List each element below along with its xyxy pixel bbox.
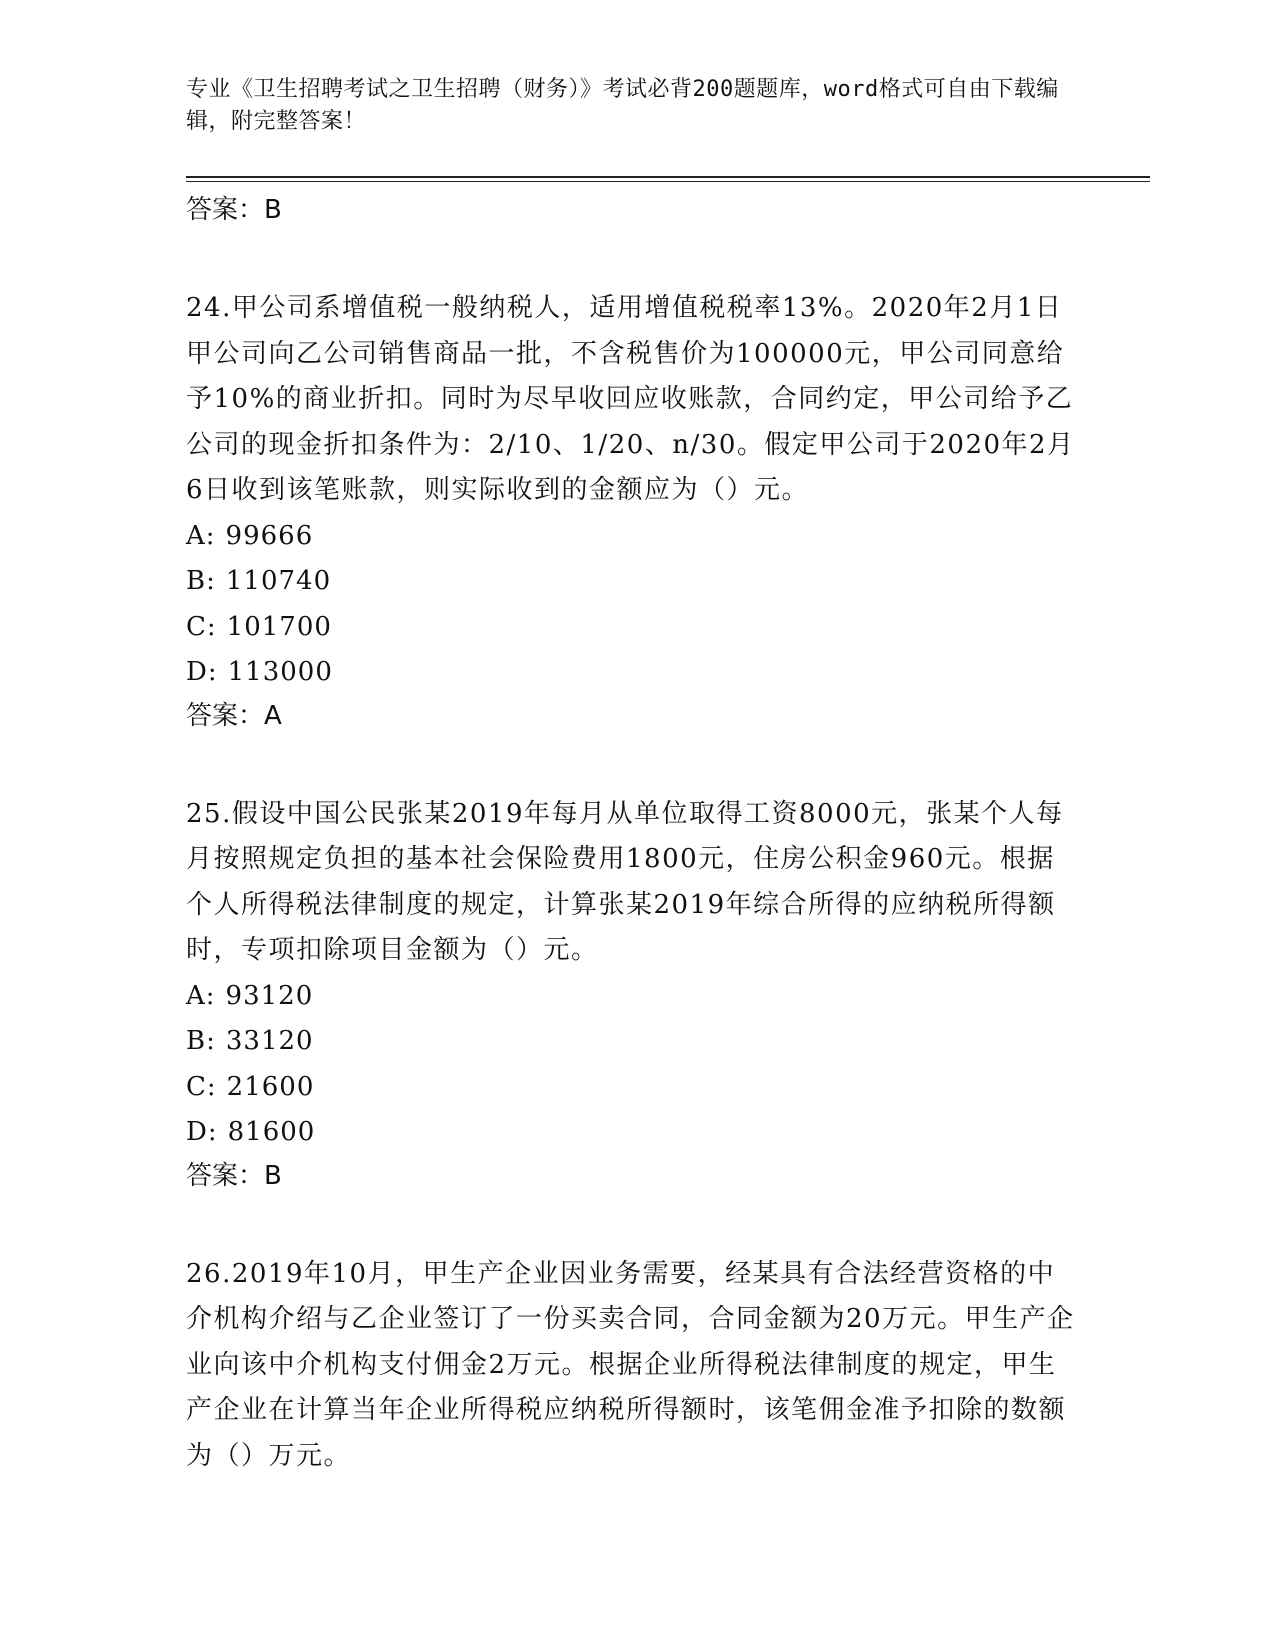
answer-line: 答案：A xyxy=(186,700,282,731)
question-block xyxy=(186,1252,1076,1480)
option-key: B: xyxy=(186,1026,216,1056)
option-key: C: xyxy=(186,611,217,642)
header-rule xyxy=(186,181,1150,182)
option-d xyxy=(186,1110,1076,1156)
option-a xyxy=(186,974,1076,1020)
answer-line: 答案：B xyxy=(186,1160,282,1191)
question-block xyxy=(186,286,1076,736)
option-key: D: xyxy=(186,1117,218,1147)
option-value: 110740 xyxy=(225,566,332,596)
option-a xyxy=(186,514,1076,560)
header-rule xyxy=(186,176,1150,178)
option-value: 93120 xyxy=(225,980,314,1011)
question-stem: 26.2019年10月，甲生产企业因业务需要，经某具有合法经营资格的中介机构介绍与乙企业签订了一份买卖合同，合同金额为20万元。甲生产企业向该中介机构支付佣金2万元。根据企业所得税法律制度的规定，甲生产企业在计算当年企业所得税应纳税所得额时，该笔佣金准予扣除的数额为（）万元。 xyxy=(186,1258,1075,1471)
option-d xyxy=(186,650,1076,696)
question-stem: 24.甲公司系增值税一般纳税人，适用增值税税率13%。2020年2月1日甲公司向乙公司销售商品一批，不含税售价为100000元，甲公司同意给予10%的商业折扣。同时为尽早收回应收账款，合同约定，甲公司给予乙公司的现金折扣条件为：2/10、1/20、n/30。假定甲公司于2020年2月6日收到该笔账款，则实际收到的金额应为（）元。 xyxy=(186,293,1075,505)
document-body xyxy=(186,190,1076,1479)
question-stem: 25.假设中国公民张某2019年每月从单位取得工资8000元，张某个人每月按照规定负担的基本社会保险费用1800元，住房公积金960元。根据个人所得税法律制度的规定，计算张某2019年综合所得的应纳税所得额时，专项扣除项目金额为（）元。 xyxy=(186,798,1064,965)
option-value: 21600 xyxy=(226,1071,315,1102)
page-header: 专业《卫生招聘考试之卫生招聘（财务）》考试必背200题题库，word格式可自由下载编辑，附完整答案！ xyxy=(186,77,1059,134)
option-c xyxy=(186,605,1076,651)
option-key: D: xyxy=(186,657,218,687)
option-value: 33120 xyxy=(225,1026,314,1056)
option-value: 99666 xyxy=(225,520,314,551)
answer-line: 答案：B xyxy=(186,195,282,225)
option-c xyxy=(186,1065,1076,1111)
option-b xyxy=(186,559,1076,605)
option-value: 113000 xyxy=(227,657,333,687)
option-value: 101700 xyxy=(226,611,332,642)
option-value: 81600 xyxy=(227,1117,316,1147)
option-key: A: xyxy=(186,980,216,1011)
option-b xyxy=(186,1019,1076,1065)
question-block xyxy=(186,792,1076,1196)
option-key: B: xyxy=(186,566,216,596)
option-key: C: xyxy=(186,1071,217,1102)
option-key: A: xyxy=(186,520,216,551)
